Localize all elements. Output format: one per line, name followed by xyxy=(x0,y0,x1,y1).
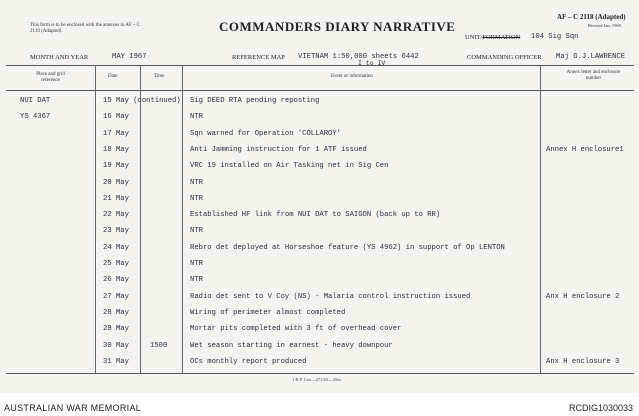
row-date: 21 May xyxy=(103,194,129,203)
row-annex: Anx H enclosure 2 xyxy=(546,292,620,301)
row-date: 24 May xyxy=(103,243,129,252)
row-place: YS 4367 xyxy=(20,113,51,122)
row-event: VRC 19 installed on Air Tasking net in Sig Cen xyxy=(190,162,389,171)
revised-date: Revised Jan, 1969 xyxy=(588,23,621,28)
table-row xyxy=(0,274,639,290)
row-event: Rebro det deployed at Horseshoe feature (YS 4962) in support of Op LENTON xyxy=(190,243,505,252)
table-row xyxy=(0,258,639,274)
table-bottom-rule xyxy=(6,373,634,374)
row-event: Anti Jamming instruction for 1 ATF issued xyxy=(190,145,367,154)
row-date: 31 May xyxy=(103,357,129,366)
row-annex: Annex H enclosure1 xyxy=(546,145,624,154)
form-note: This form is to be enclosed with the annexes in AF – C 2119 (Adapted). xyxy=(30,23,140,34)
row-event: NTR xyxy=(190,194,203,203)
table-row xyxy=(0,225,639,241)
row-event: Established HF link from NUI DAT to SAIGON (back up to RR) xyxy=(190,211,441,220)
row-event: NTR xyxy=(190,260,203,268)
month-year-value: MAY 1967 xyxy=(112,53,147,61)
co-label: COMMANDING OFFICER xyxy=(467,54,542,61)
month-year-label: MONTH AND YEAR xyxy=(30,54,89,61)
ref-map-label: REFERENCE MAP xyxy=(232,54,285,61)
row-date: 17 May xyxy=(103,129,129,138)
table-row xyxy=(0,111,639,127)
unit-strike: FORMATION xyxy=(482,34,521,41)
row-date: 26 May xyxy=(103,276,129,285)
col-header-annex: Annex letter and enclosure number xyxy=(566,70,621,81)
form-code: AF – C 2118 (Adapted) xyxy=(557,13,626,21)
row-event: NTR xyxy=(190,276,203,285)
ref-map-value-2: I to IV xyxy=(358,60,386,67)
page-title: COMMANDERS DIARY NARRATIVE xyxy=(219,19,456,34)
row-place: NUI DAT xyxy=(20,97,51,105)
table-row xyxy=(0,128,639,144)
co-value: Maj G.J.LAWRENCE xyxy=(556,53,626,61)
table-row xyxy=(0,95,639,111)
row-event: Sqn warned for Operation 'COLLAROY' xyxy=(190,129,341,138)
row-event: NTR xyxy=(190,227,203,236)
row-event: Sig DEED RTA pending reposting xyxy=(190,97,320,105)
row-date: 23 May xyxy=(103,227,129,236)
row-date: 30 May xyxy=(103,341,129,350)
printer-note: 1 B.P. Cox—271/65—35m xyxy=(292,377,341,382)
row-date: 16 May xyxy=(103,113,129,122)
row-event: Wet season starting in earnest - heavy downpour xyxy=(190,341,393,350)
table-row xyxy=(0,356,639,372)
table-row xyxy=(0,160,639,176)
col-header-date: Date xyxy=(108,74,118,79)
table-row xyxy=(0,323,639,339)
row-time: 1500 xyxy=(150,341,168,350)
footer-source: AUSTRALIAN WAR MEMORIAL xyxy=(4,403,142,413)
row-date: 28 May xyxy=(103,308,129,317)
ref-map-value: VIETNAM 1:50,000 sheets 6442 xyxy=(298,53,419,61)
unit-label: UNIT/ xyxy=(465,34,483,41)
row-date: 18 May xyxy=(103,145,129,154)
col-header-place: Place and grid reference xyxy=(36,72,65,83)
table-row xyxy=(0,340,639,356)
table-row xyxy=(0,307,639,323)
row-event: Mortar pits completed with 3 ft of overhead cover xyxy=(190,325,402,334)
table-row xyxy=(0,144,639,160)
col-header-time: Time xyxy=(154,74,165,79)
row-annex: Anx H enclosure 3 xyxy=(546,357,620,366)
unit-value: 104 Sig Sqn xyxy=(531,33,579,41)
row-date: 15 May (continued) xyxy=(103,97,181,105)
table-row xyxy=(0,177,639,193)
row-date: 25 May xyxy=(103,260,129,268)
row-event: NTR xyxy=(190,113,203,122)
unit-label-group xyxy=(465,34,520,41)
row-event: Wiring of perimeter almost completed xyxy=(190,308,346,317)
table-row xyxy=(0,193,639,209)
row-event: OCs monthly report produced xyxy=(190,357,307,366)
table-row xyxy=(0,242,639,258)
row-event: Radio det sent to V Coy (NS) - Malaria control instruction issued xyxy=(190,292,471,301)
row-date: 27 May xyxy=(103,292,129,301)
row-date: 20 May xyxy=(103,178,129,187)
table-row xyxy=(0,209,639,225)
table-row xyxy=(0,291,639,307)
footer-id: RCDIG1030033 xyxy=(568,403,633,413)
row-date: 29 May xyxy=(103,325,129,334)
col-header-event: Event or information xyxy=(331,74,373,79)
row-date: 19 May xyxy=(103,162,129,171)
row-date: 22 May xyxy=(103,211,129,220)
row-event: NTR xyxy=(190,178,203,187)
